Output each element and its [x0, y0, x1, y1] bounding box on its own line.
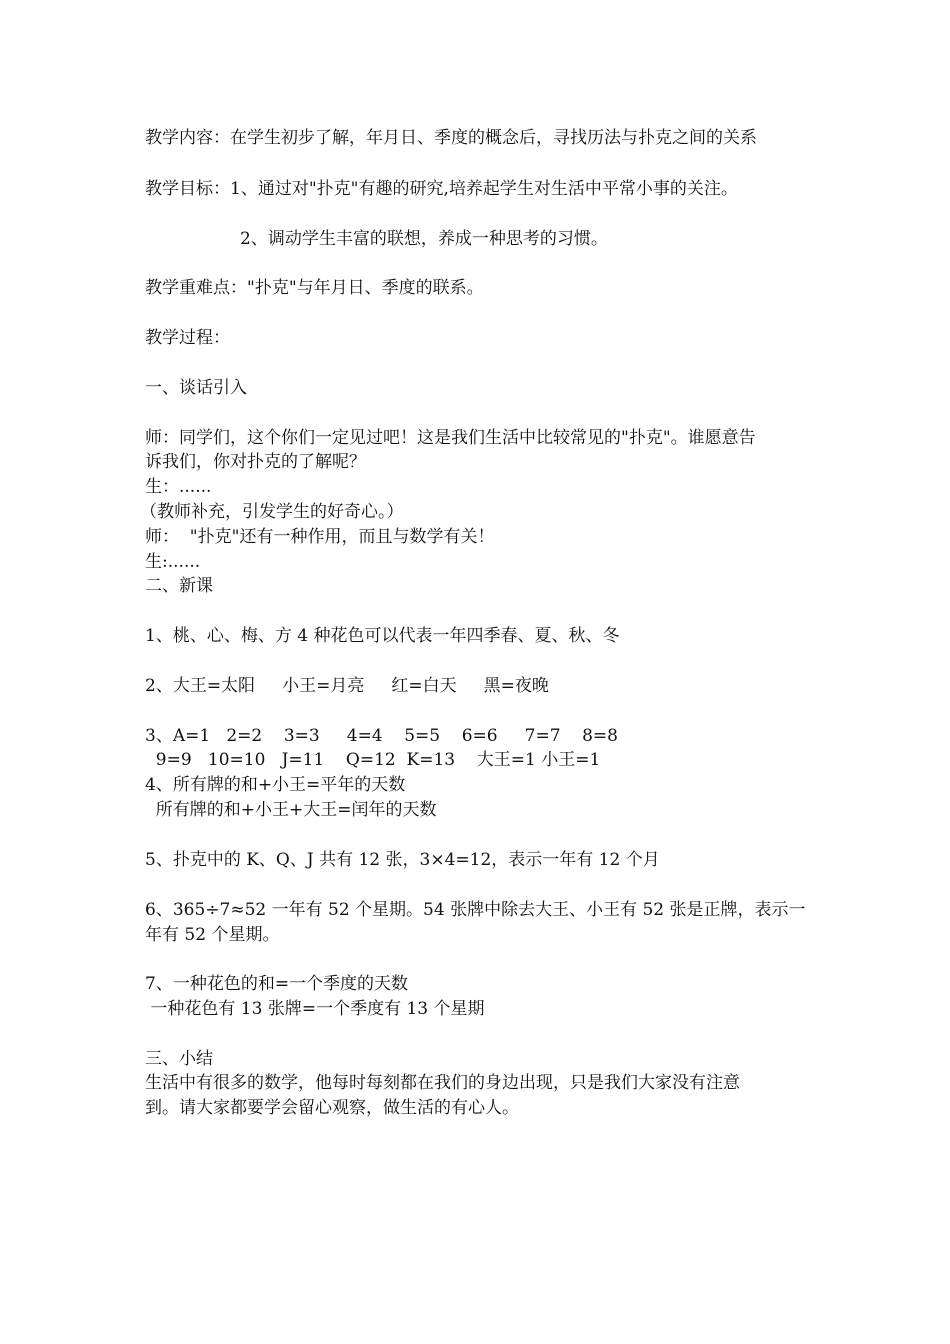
summary-line-a: 生活中有很多的数学，他每时每刻都在我们的身边出现，只是我们大家没有注意 [145, 1073, 740, 1093]
summary-line-b: 到。请大家都要学会留心观察，做生活的有心人。 [145, 1098, 519, 1118]
student-line-2: 生:...... [145, 552, 201, 572]
point-2-line: 2、大王=太阳 小王=月亮 红=白天 黑=夜晚 [145, 676, 549, 696]
point-4-line-b: 所有牌的和+小王+大王=闰年的天数 [145, 800, 437, 820]
section-3-heading: 三、小结 [145, 1049, 213, 1069]
point-3-line-b: 9=9 10=10 J=11 Q=12 K=13 大王=1 小王=1 [145, 750, 601, 770]
teaching-content-line: 教学内容：在学生初步了解，年月日、季度的概念后，寻找历法与扑克之间的关系 [145, 128, 757, 148]
teaching-goal-line-2: 2、调动学生丰富的联想，养成一种思考的习惯。 [240, 229, 608, 249]
point-6-line-b: 年有 52 个星期。 [145, 925, 280, 945]
point-7-line-b: 一种花色有 13 张牌=一个季度有 13 个星期 [145, 999, 485, 1019]
student-line-1: 生：...... [145, 477, 212, 497]
teaching-goal-line-1: 教学目标：1、通过对"扑克"有趣的研究,培养起学生对生活中平常小事的关注。 [145, 179, 738, 199]
point-1-line: 1、桃、心、梅、方 4 种花色可以代表一年四季春、夏、秋、冬 [145, 626, 620, 646]
key-difficulty-line: 教学重难点："扑克"与年月日、季度的联系。 [145, 278, 484, 298]
point-6-line-a: 6、365÷7≈52 一年有 52 个星期。54 张牌中除去大王、小王有 52 张是正牌，表示一 [145, 900, 806, 920]
point-3-line-a: 3、A=1 2=2 3=3 4=4 5=5 6=6 7=7 8=8 [145, 726, 618, 746]
section-1-heading: 一、谈话引入 [145, 378, 247, 398]
point-7-line-a: 7、一种花色的和=一个季度的天数 [145, 974, 409, 994]
teaching-process-heading: 教学过程： [145, 328, 230, 348]
teacher-note-line: （教师补充，引发学生的好奇心。） [140, 502, 404, 522]
section-2-heading: 二、新课 [145, 576, 213, 596]
teacher-line-2: 师： "扑克"还有一种作用，而且与数学有关！ [145, 527, 495, 547]
teacher-line-1a: 师：同学们，这个你们一定见过吧！这是我们生活中比较常见的"扑克"。谁愿意告 [145, 428, 756, 448]
teacher-line-1b: 诉我们，你对扑克的了解呢？ [145, 452, 366, 472]
point-4-line-a: 4、所有牌的和+小王=平年的天数 [145, 775, 406, 795]
point-5-line: 5、扑克中的 K、Q、J 共有 12 张，3×4=12，表示一年有 12 个月 [145, 850, 660, 870]
